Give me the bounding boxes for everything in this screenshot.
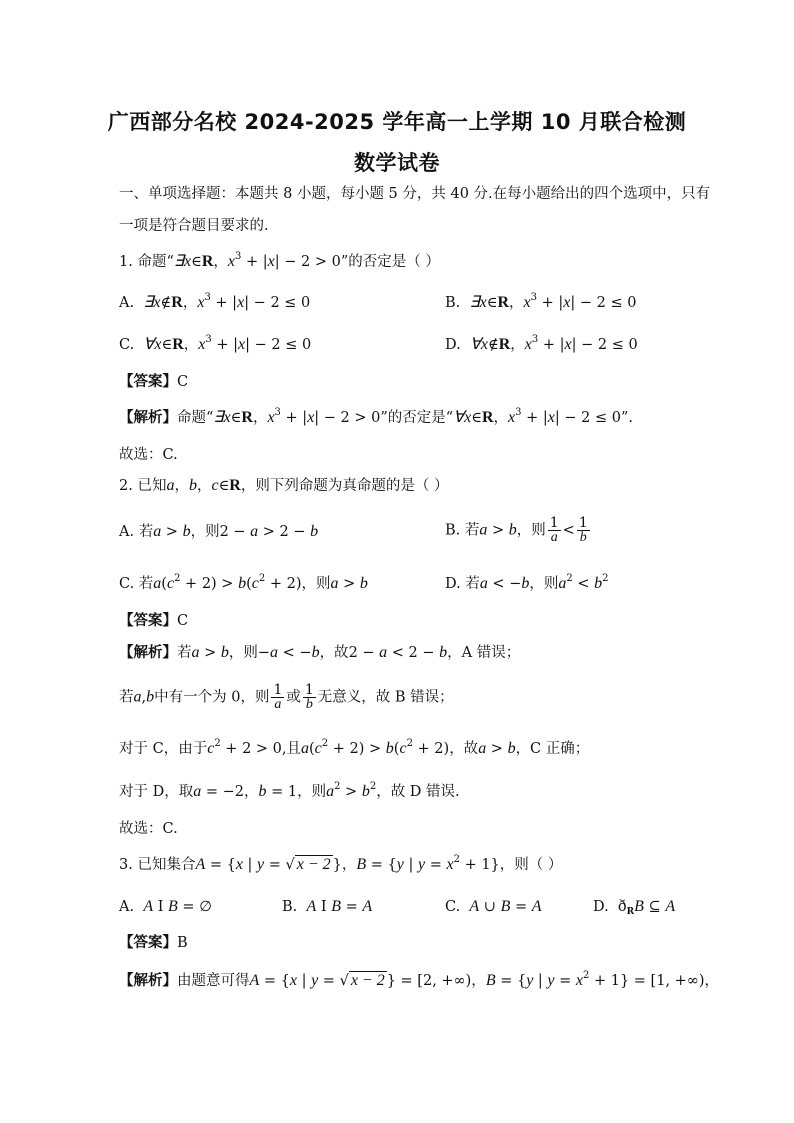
question-3-stem: 3. 已知集合A = {x | y = √ x − 2 }，B = {y | $y = x^2 + 1$}，则（ ） xyxy=(119,854,563,873)
exam-title: 广西部分名校 2024-2025 学年高一上学期 10 月联合检测 xyxy=(107,110,687,134)
question-2-option-b[interactable]: B. 若a > b，则 $\frac{1}{a}$ < $\frac{1}{b}$ xyxy=(445,515,588,545)
question-2-option-a[interactable]: A. 若a > b，则2 − a > 2 − b xyxy=(119,523,319,540)
question-2-analysis-line2: 若a,b中有一个为 0，则 $\frac{1}{a}$ 或 $\frac{1}{b}$ 无意义，故 B 错误； xyxy=(119,682,454,712)
question-1-analysis: 【解析】命题“∃x∈R，$x^3 + |x| - 2 > 0$”的否定是“∀x∈R，$x^3 + |x| - 2 \le 0$”. xyxy=(119,407,634,426)
question-1-conclusion: 故选：C. xyxy=(119,447,178,463)
question-1-answer: 【答案】C xyxy=(119,373,189,390)
question-3-analysis: 【解析】由题意可得A = {x | y = √ x − 2 } = [2, +∞)，B = {y | $y = x^2 + 1\} = [1$, +∞)， xyxy=(119,970,720,989)
question-2-conclusion: 故选：C. xyxy=(119,821,178,837)
question-1-stem: 1. 命题“∃x∈R，$x^3 + |x| - 2 > 0$”的否定是（ ） xyxy=(119,251,440,270)
question-2-answer: 【答案】C xyxy=(119,612,189,629)
question-3-option-c[interactable]: C. A ∪ B = A xyxy=(445,898,542,915)
exam-subtitle: 数学试卷 xyxy=(354,151,440,175)
question-2-analysis-line1: 【解析】若a > b，则−a < −b，故2 − a < 2 − b，A 错误； xyxy=(119,644,521,661)
question-1-option-b[interactable]: B. ∃x∈R，$x^3 + |x| - 2 \le 0$ xyxy=(445,292,637,311)
question-2-stem: 2. 已知a，b，c∈R，则下列命题为真命题的是（ ） xyxy=(119,477,449,494)
question-2-option-d[interactable]: D. 若a < −b，则$a^2 < b^2$ xyxy=(445,573,609,592)
section-intro-line2: 一项是符合题目要求的. xyxy=(119,218,269,234)
question-3-option-a[interactable]: A. A I B = ∅ xyxy=(119,898,212,915)
question-1-option-c[interactable]: C. ∀x∈R，$x^3 + |x| - 2 \le 0$ xyxy=(119,334,312,353)
section-intro-line1: 一、单项选择题：本题共 8 小题，每小题 5 分，共 40 分.在每小题给出的四个选项中，只有 xyxy=(119,186,711,202)
question-1-option-a[interactable]: A. ∃x∉R，$x^3 + |x| - 2 \le 0$ xyxy=(119,292,311,311)
question-3-option-d[interactable]: D. $ð_RB$ ⊆ A xyxy=(593,898,676,917)
question-3-answer: 【答案】B xyxy=(119,934,188,951)
question-3-option-b[interactable]: B. A I B = A xyxy=(282,898,373,915)
question-1-option-d[interactable]: D. ∀x∉R，$x^3 + |x| - 2 \le 0$ xyxy=(445,334,638,353)
question-2-analysis-line4: 对于 D，取a = −2，b = 1，则$a^2 > b^2$，故 D 错误. xyxy=(119,781,460,800)
question-2-analysis-line3: 对于 C，由于$c^2 + 2 > 0$,且$a(c^2 + 2) > b(c^2 + 2)$，故a > b，C 正确； xyxy=(119,738,590,757)
question-2-option-c[interactable]: C. 若$a(c^2 + 2) > b(c^2 + 2)$，则a > b xyxy=(119,573,368,592)
